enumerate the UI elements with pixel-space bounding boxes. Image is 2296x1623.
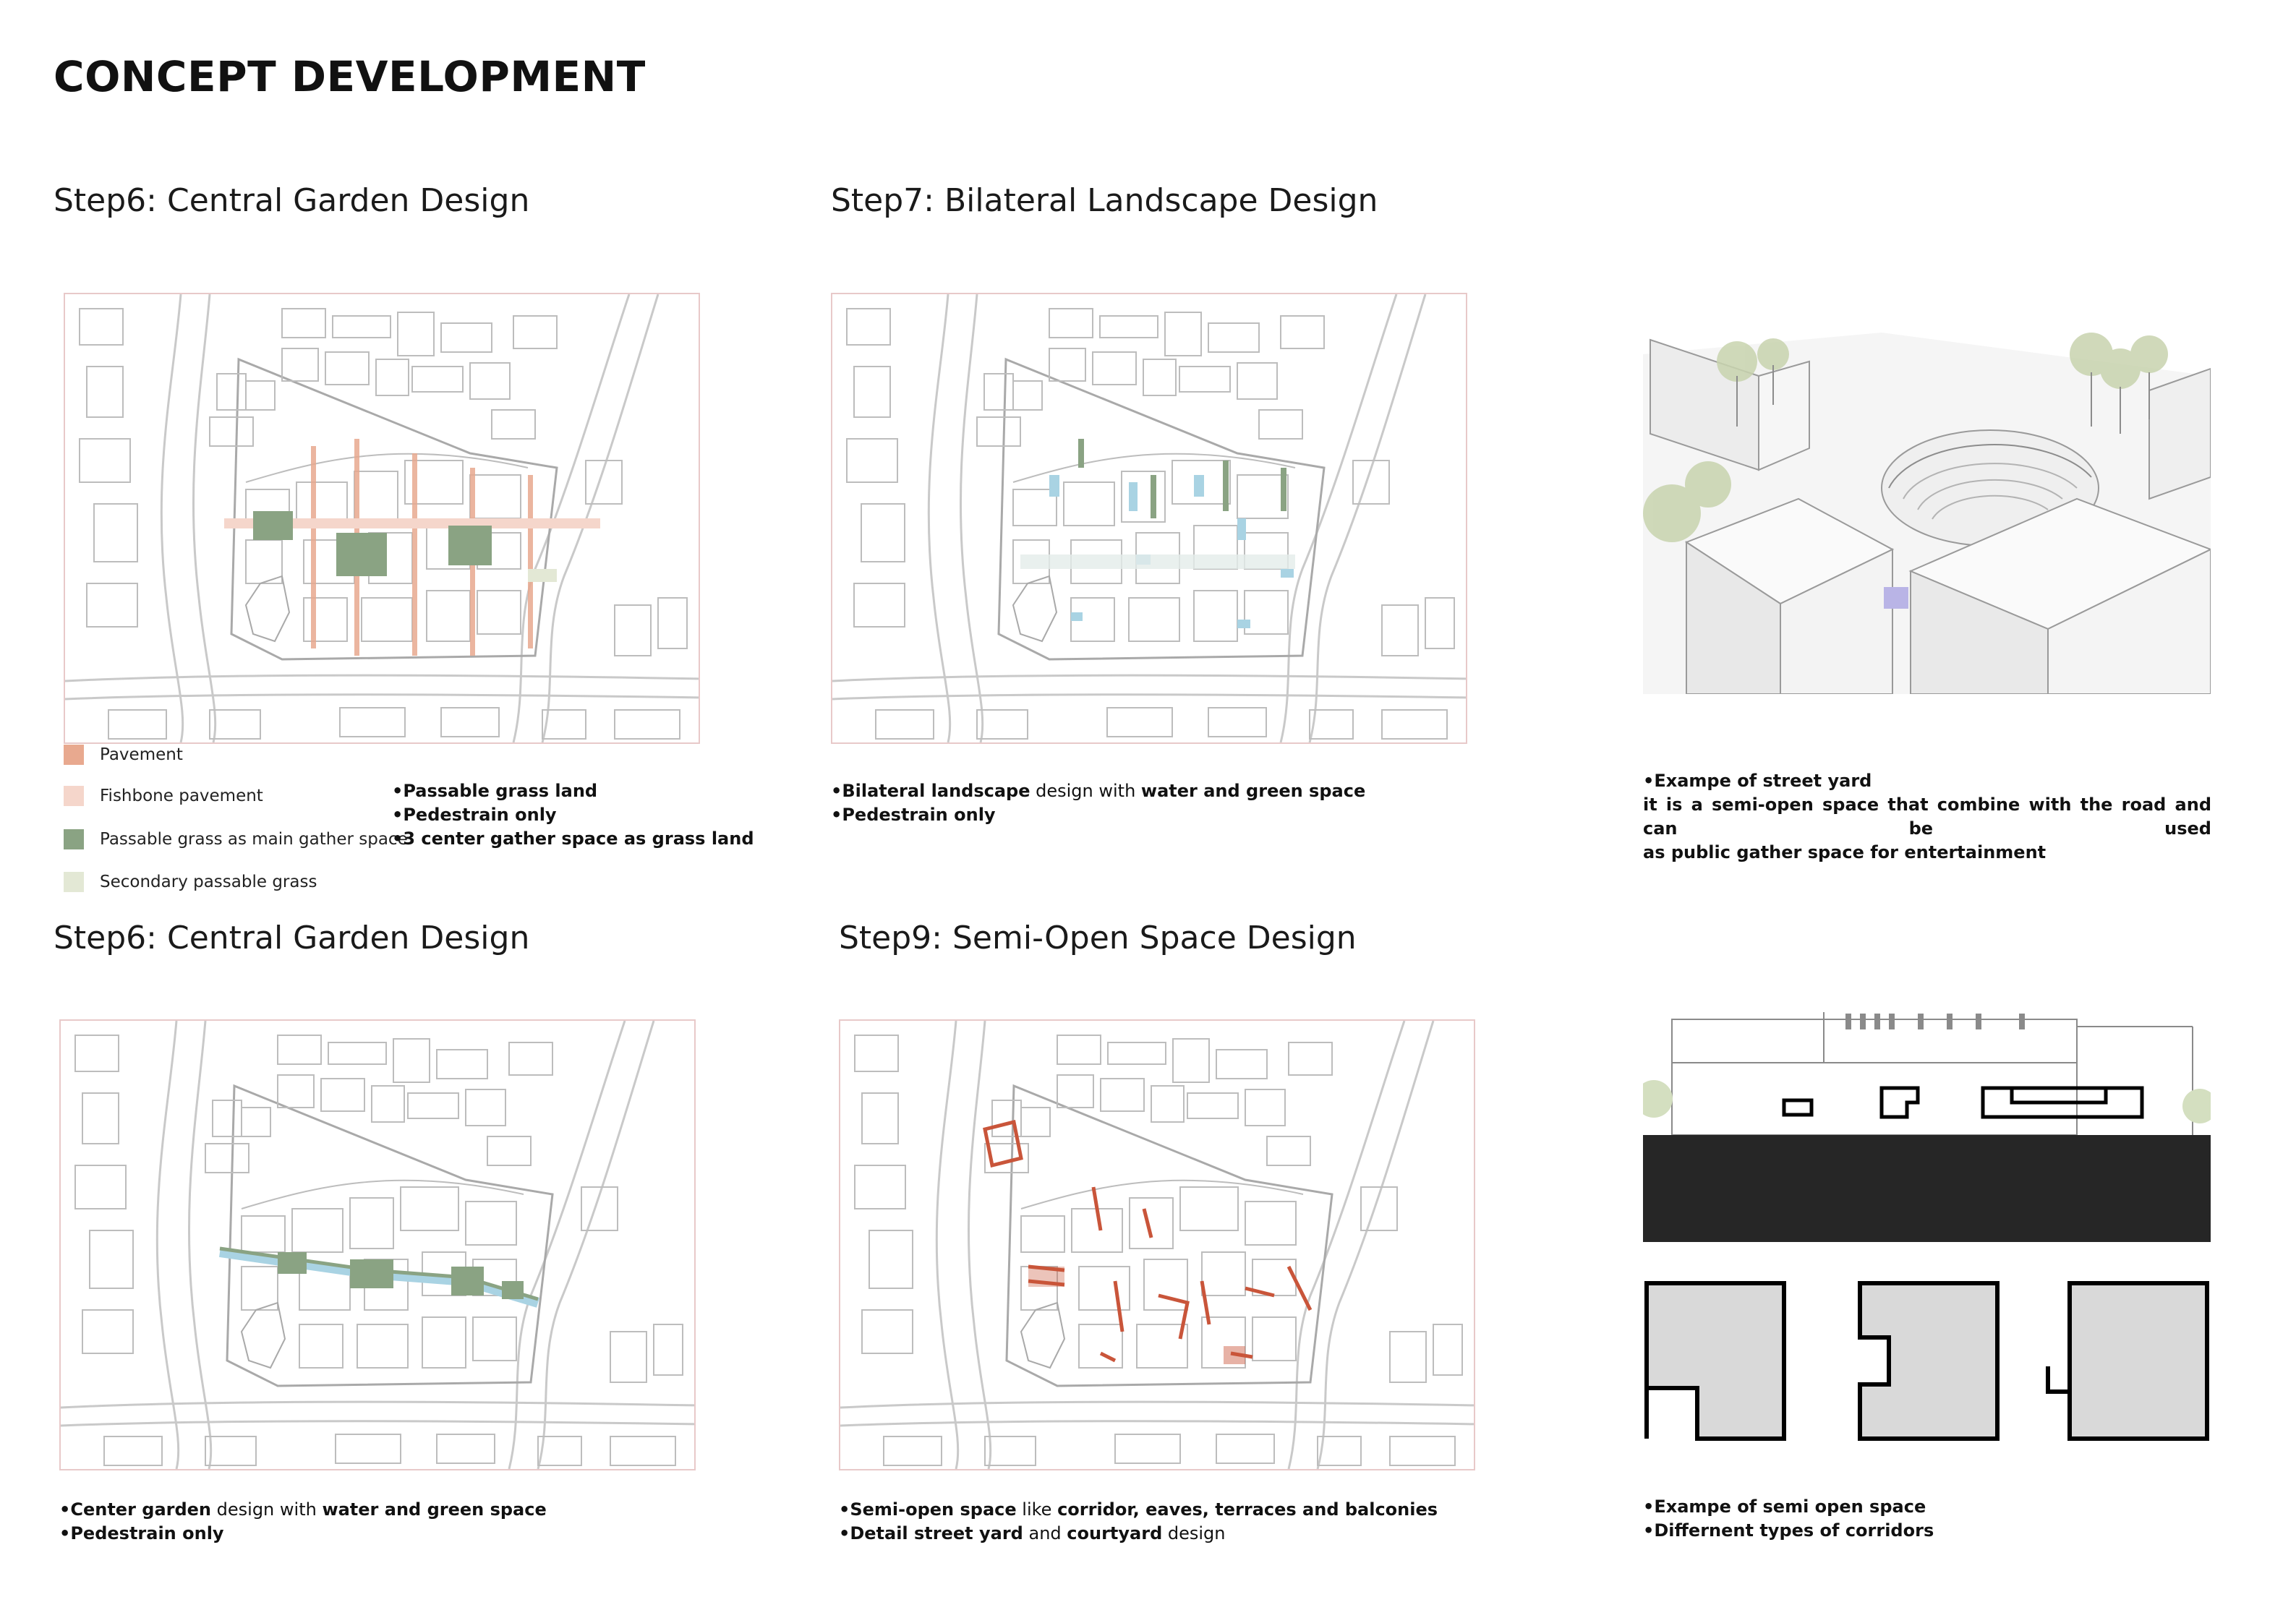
description-semi-open-space [839, 1498, 1438, 1546]
step9-heading: Step9: Semi-Open Space Design [839, 920, 1357, 956]
legend-swatch-secondary-grass [64, 872, 84, 892]
site-plan-central-garden-top [64, 293, 700, 744]
page-title: CONCEPT DEVELOPMENT [54, 52, 646, 101]
desc-line: it is a semi-open space that combine with the road and can be used [1643, 795, 2211, 839]
legend-item-secondary-grass [64, 872, 317, 892]
site-plan-semi-open-space [839, 1019, 1475, 1470]
street-yard-axonometric [1643, 333, 2211, 694]
legend-swatch-pavement [64, 745, 84, 765]
description-bilateral-landscape [831, 779, 1365, 827]
step7-heading: Step7: Bilateral Landscape Design [831, 182, 1378, 219]
site-plan-bilateral-landscape [831, 293, 1467, 744]
legend-item-passable-grass [64, 829, 408, 849]
step6-heading-top: Step6: Central Garden Design [54, 182, 530, 219]
desc-line: •Exampe of semi open space [1643, 1496, 1926, 1517]
desc-line: •Differnent types of corridors [1643, 1520, 1934, 1541]
legend-item-fishbone [64, 786, 263, 806]
desc-line: as public gather space for entertainment [1643, 842, 2047, 862]
description-central-garden-top [392, 779, 754, 851]
desc-line: •Pedestrain only [59, 1523, 224, 1543]
desc-line: •Pedestrain only [392, 805, 557, 825]
legend-label-pavement: Pavement [100, 745, 183, 764]
desc-line: •Exampe of street yard [1643, 771, 1872, 791]
desc-line: •Passable grass land [392, 781, 598, 801]
legend-label-fishbone: Fishbone pavement [100, 787, 263, 805]
desc-line: •Pedestrain only [831, 805, 996, 825]
legend-swatch-passable-grass [64, 829, 84, 849]
desc-line: •3 center gather space as grass land [392, 828, 754, 849]
description-corridor-types [1643, 1495, 1934, 1543]
site-plan-central-garden-bottom [59, 1019, 696, 1470]
desc-line: •Center garden design with water and green space [59, 1499, 547, 1520]
description-street-yard [1643, 769, 2211, 865]
legend-label-passable-grass: Passable grass as main gather space [100, 830, 408, 849]
desc-line: •Semi-open space like corridor, eaves, terraces and balconies [839, 1499, 1438, 1520]
legend-label-secondary-grass: Secondary passable grass [100, 873, 317, 891]
desc-line: •Detail street yard and courtyard design [839, 1523, 1226, 1543]
desc-line: •Bilateral landscape design with water and green space [831, 781, 1366, 801]
step6-heading-bottom: Step6: Central Garden Design [54, 920, 530, 956]
description-central-garden-bottom [59, 1498, 547, 1546]
legend-swatch-fishbone [64, 786, 84, 806]
legend-item-pavement [64, 745, 183, 765]
street-section-drawing [1643, 1012, 2211, 1242]
corridor-types-plans [1643, 1280, 2211, 1442]
